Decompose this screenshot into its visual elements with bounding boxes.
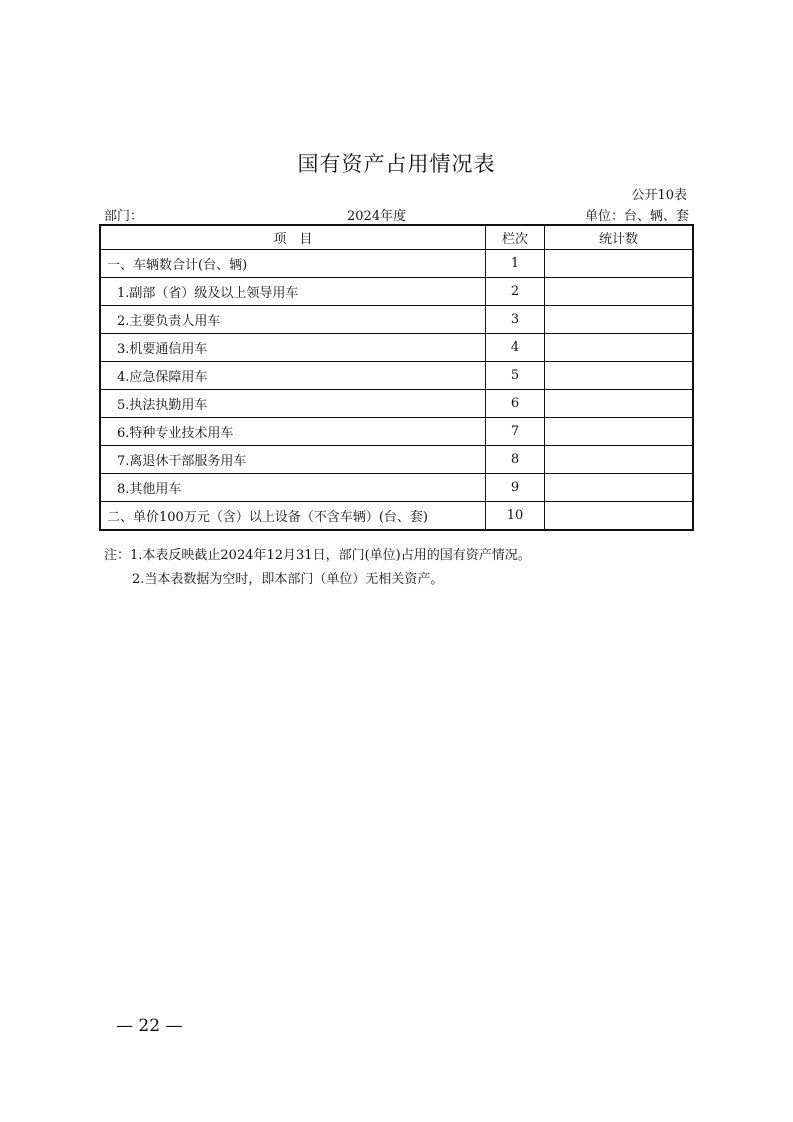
note-2: 2.当本表数据为空时，即本部门（单位）无相关资产。 bbox=[132, 572, 444, 587]
table-row bbox=[100, 446, 693, 474]
row-number: 5 bbox=[486, 362, 545, 390]
row-item: 3.机要通信用车 bbox=[100, 334, 486, 362]
row-number: 7 bbox=[486, 418, 545, 446]
year-label: 2024年度 bbox=[347, 209, 407, 224]
row-number: 8 bbox=[486, 446, 545, 474]
row-item: 6.特种专业技术用车 bbox=[100, 418, 486, 446]
note-1: 注：1.本表反映截止2024年12月31日，部门(单位)占用的国有资产情况。 bbox=[104, 548, 531, 563]
row-number: 3 bbox=[486, 306, 545, 334]
row-item: 5.执法执勤用车 bbox=[100, 390, 486, 418]
row-value bbox=[545, 278, 694, 306]
row-value bbox=[545, 306, 694, 334]
table-row bbox=[100, 278, 693, 306]
page-number: — 22 — bbox=[116, 1016, 183, 1036]
row-value bbox=[545, 334, 694, 362]
sheet-number: 公开10表 bbox=[631, 188, 687, 203]
row-value bbox=[545, 362, 694, 390]
table-row bbox=[100, 390, 693, 418]
table-row bbox=[100, 502, 693, 531]
row-number: 4 bbox=[486, 334, 545, 362]
page-title: 国有资产占用情况表 bbox=[297, 152, 496, 176]
table-row bbox=[100, 418, 693, 446]
department-label: 部门： bbox=[104, 209, 144, 224]
row-value bbox=[545, 446, 694, 474]
table-row bbox=[100, 250, 693, 278]
row-number: 10 bbox=[486, 502, 545, 531]
header-no: 栏次 bbox=[486, 225, 545, 250]
row-number: 9 bbox=[486, 474, 545, 502]
header-item: 项 目 bbox=[100, 225, 486, 250]
table-row bbox=[100, 334, 693, 362]
notes bbox=[104, 544, 531, 592]
row-item: 8.其他用车 bbox=[100, 474, 486, 502]
table-header bbox=[100, 225, 693, 250]
row-value bbox=[545, 502, 694, 531]
row-number: 2 bbox=[486, 278, 545, 306]
unit-label: 单位：台、辆、套 bbox=[584, 209, 689, 224]
row-value bbox=[545, 418, 694, 446]
table-row bbox=[100, 362, 693, 390]
row-item: 2.主要负责人用车 bbox=[100, 306, 486, 334]
row-item: 7.离退休干部服务用车 bbox=[100, 446, 486, 474]
table-row bbox=[100, 306, 693, 334]
table-row bbox=[100, 474, 693, 502]
row-number: 1 bbox=[486, 250, 545, 278]
row-item: 4.应急保障用车 bbox=[100, 362, 486, 390]
row-item: 二、单价100万元（含）以上设备（不含车辆）(台、套) bbox=[100, 502, 486, 531]
asset-table bbox=[99, 224, 694, 531]
row-value bbox=[545, 390, 694, 418]
row-item: 一、车辆数合计(台、辆) bbox=[100, 250, 486, 278]
header-value: 统计数 bbox=[545, 225, 694, 250]
row-number: 6 bbox=[486, 390, 545, 418]
row-value bbox=[545, 474, 694, 502]
row-item: 1.副部（省）级及以上领导用车 bbox=[100, 278, 486, 306]
row-value bbox=[545, 250, 694, 278]
